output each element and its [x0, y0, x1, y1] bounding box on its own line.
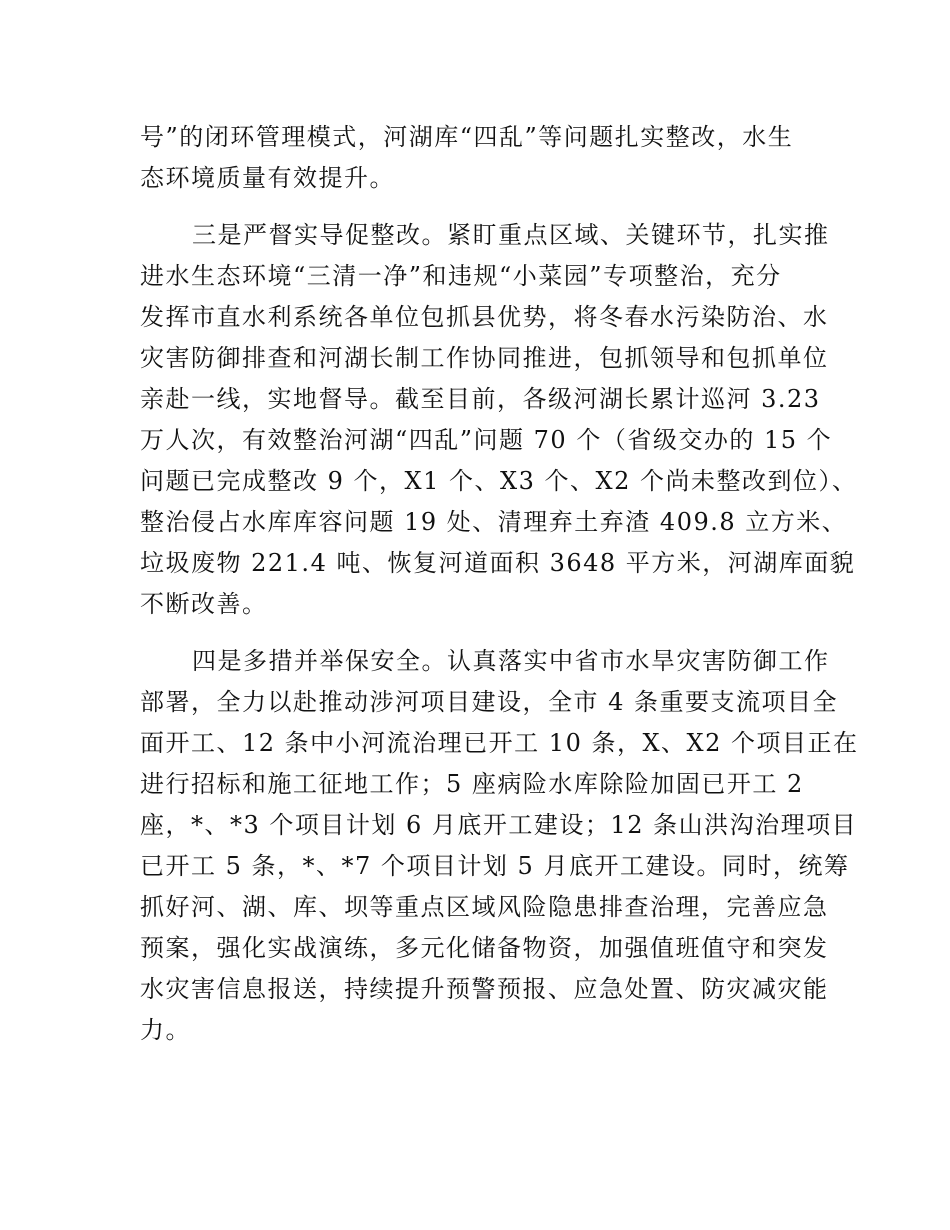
text-line: 预案，强化实战演练，多元化储备物资，加强值班值守和突发 — [140, 934, 829, 962]
text-line: 进水生态环境“三清一净”和违规“小菜园”专项整治，充分 — [140, 262, 782, 290]
text-line: 整治侵占水库库容问题 19 处、清理弃土弃渣 409.8 立方米、 — [140, 508, 848, 536]
text-line: 面开工、12 条中小河流治理已开工 10 条，X、X2 个项目正在 — [140, 729, 859, 757]
text-line: 发挥市直水利系统各单位包抓县优势，将冬春水污染防治、水 — [140, 303, 829, 331]
text-line: 亲赴一线，实地督导。截至目前，各级河湖长累计巡河 3.23 — [140, 385, 821, 413]
text-line: 灾害防御排查和河湖长制工作协同推进，包抓领导和包抓单位 — [140, 344, 829, 372]
text-line: 号”的闭环管理模式，河湖库“四乱”等问题扎实整改，水生 — [140, 123, 794, 151]
text-line: 态环境质量有效提升。 — [140, 164, 395, 192]
text-line: 问题已完成整改 9 个，X1 个、X3 个、X2 个尚未整改到位）、 — [140, 467, 858, 495]
document-body — [140, 117, 859, 1067]
text-line: 四是多措并举保安全。认真落实中省市水旱灾害防御工作 — [192, 647, 830, 675]
paragraph-safety — [140, 641, 859, 1051]
text-line: 水灾害信息报送，持续提升预警预报、应急处置、防灾减灾能 — [140, 975, 829, 1003]
text-line: 垃圾废物 221.4 吨、恢复河道面积 3648 平方米，河湖库面貌 — [140, 549, 856, 577]
text-line: 部署，全力以赴推动涉河项目建设，全市 4 条重要支流项目全 — [140, 688, 839, 716]
text-line: 已开工 5 条，*、*7 个项目计划 5 月底开工建设。同时，统筹 — [140, 852, 850, 880]
text-line: 三是严督实导促整改。紧盯重点区域、关键环节，扎实推 — [192, 221, 830, 249]
text-line: 进行招标和施工征地工作；5 座病险水库除险加固已开工 2 — [140, 770, 804, 798]
paragraph-water-quality — [140, 117, 812, 199]
text-line: 座，*、*3 个项目计划 6 月底开工建设；12 条山洪沟治理项目 — [140, 811, 858, 839]
paragraph-supervision — [140, 215, 858, 625]
text-line: 不断改善。 — [140, 590, 268, 618]
text-line: 抓好河、湖、库、坝等重点区域风险隐患排查治理，完善应急 — [140, 893, 829, 921]
text-line: 力。 — [140, 1016, 191, 1044]
text-line: 万人次，有效整治河湖“四乱”问题 70 个（省级交办的 15 个 — [140, 426, 833, 454]
